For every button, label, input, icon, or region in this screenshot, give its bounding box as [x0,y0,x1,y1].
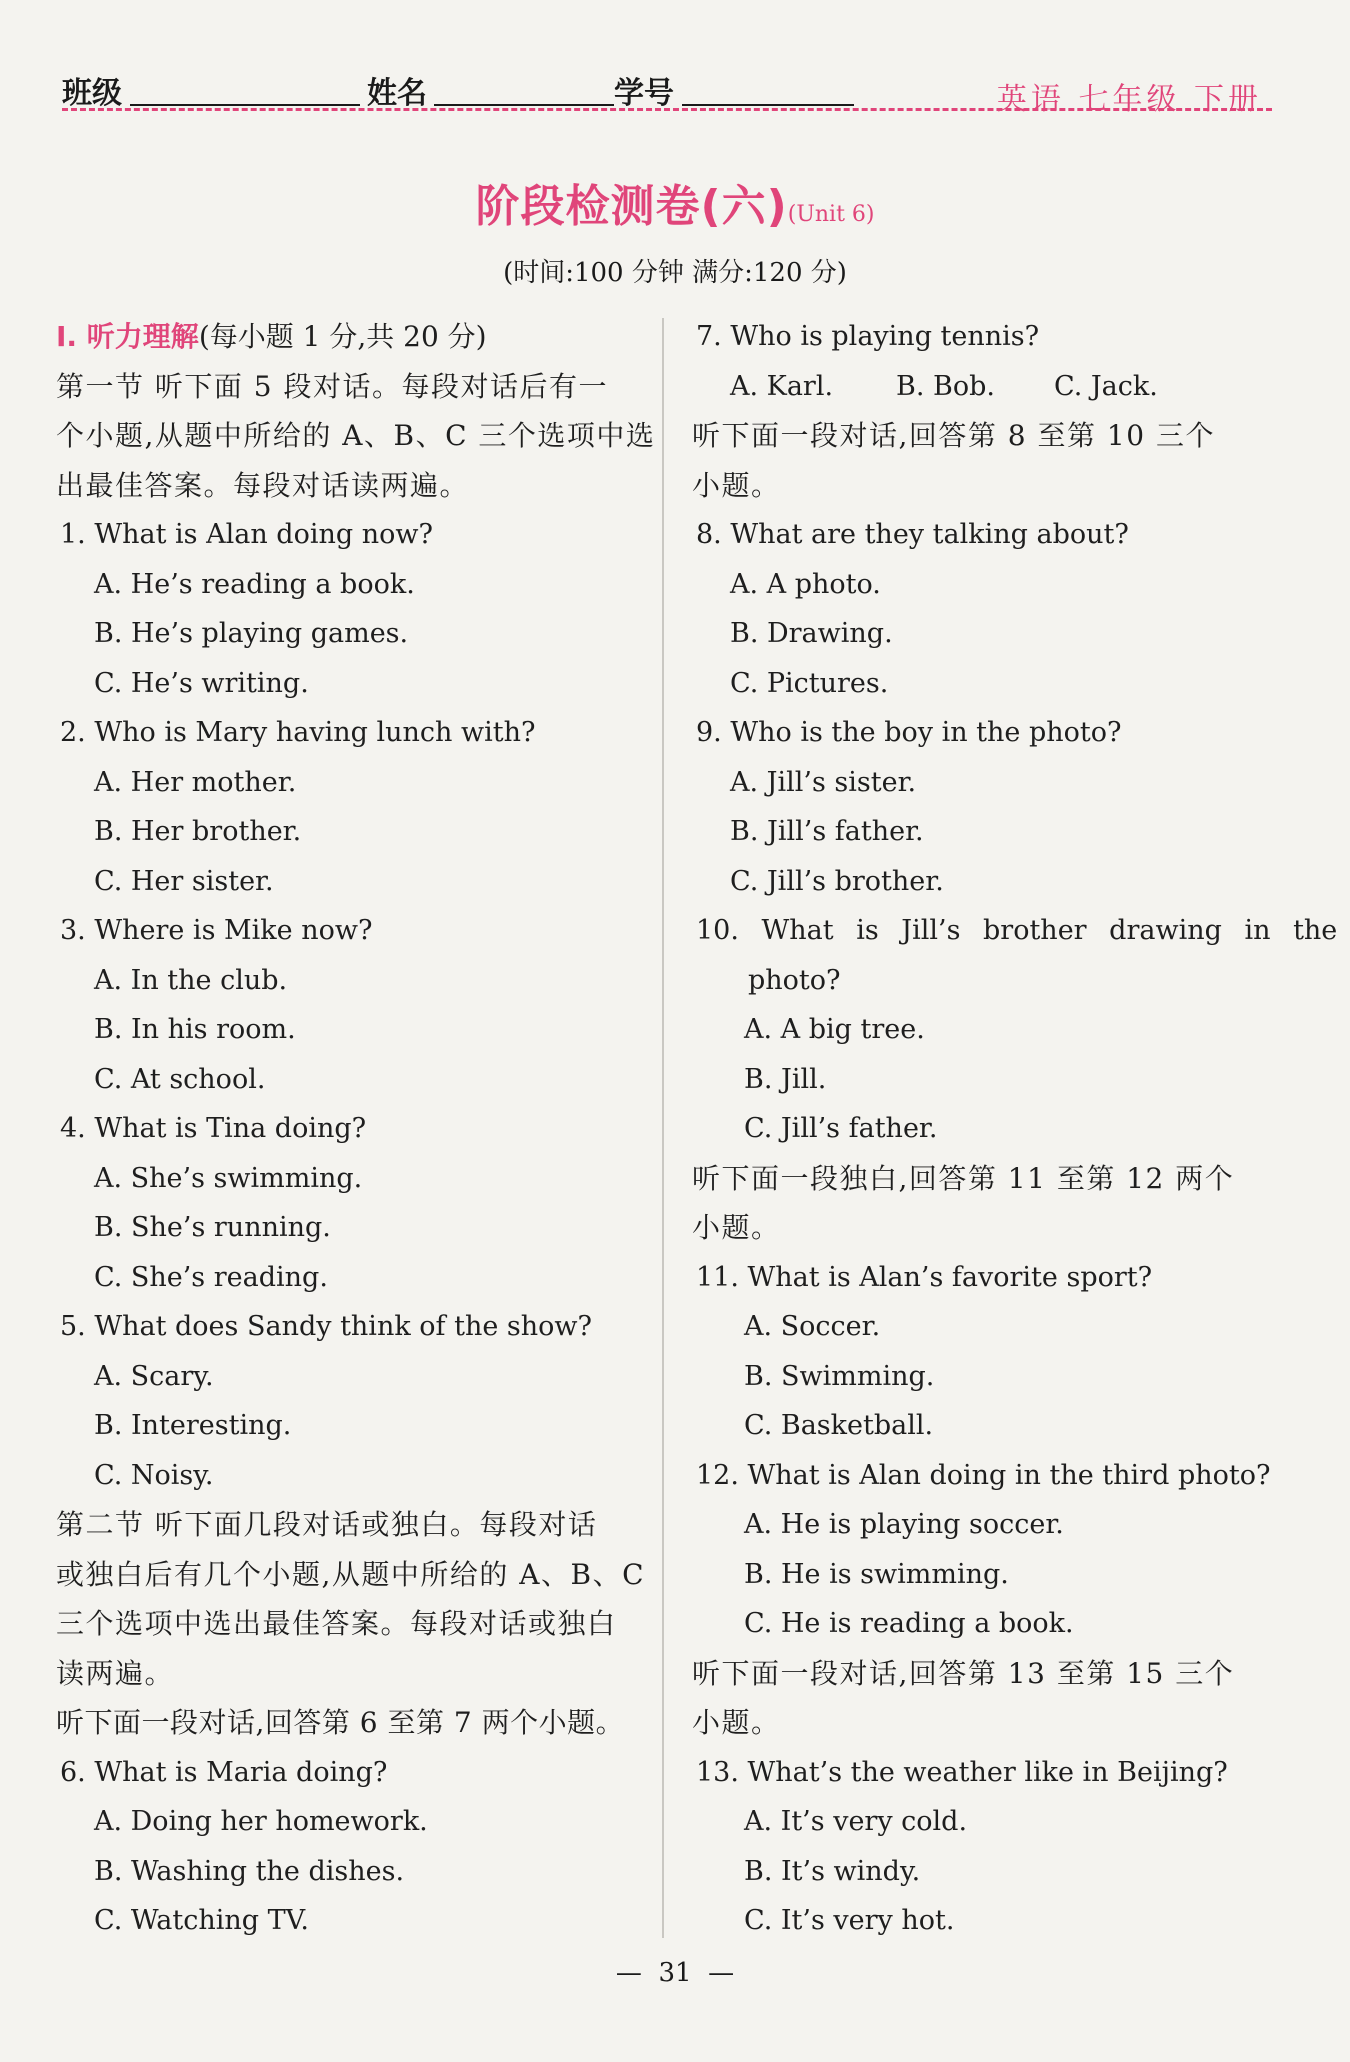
question-1: 1. What is Alan doing now? [60,519,433,550]
option: B. Her brother. [94,816,302,847]
name-label: 姓名 [367,76,427,111]
subject-label: 英语 七年级 下册 [996,82,1262,117]
number-blank [682,104,854,106]
option: A. Her mother. [94,766,297,798]
section-heading [56,312,646,362]
instruction-line: 三个选项中选出最佳答案。每段对话或独白 [56,1607,617,1640]
section-points: (每小题 1 分,共 20 分) [198,320,487,353]
instruction-line: 第二节 听下面几段对话或独白。每段对话 [56,1508,598,1541]
question-7: 7. Who is playing tennis? [696,321,1040,352]
class-label: 班级 [62,76,122,111]
option: A. She’s swimming. [94,1162,363,1194]
option: B. Swimming. [744,1360,935,1392]
question-6: 6. What is Maria doing? [60,1756,388,1788]
instruction-line: 听下面一段对话,回答第 8 至第 10 三个 [692,419,1215,452]
left-column [56,312,656,1946]
option-row [692,362,1282,412]
option: B. Drawing. [730,618,893,649]
page-number: 31 [658,1958,692,1988]
option: C. He’s writing. [94,667,309,699]
instruction-line: 听下面一段对话,回答第 6 至第 7 两个小题。 [56,1706,625,1739]
option: A. He’s reading a book. [94,568,415,600]
question-8: 8. What are they talking about? [696,519,1129,550]
option: A. It’s very cold. [744,1806,968,1837]
option: A. A big tree. [744,1014,925,1045]
option: C. Pictures. [730,667,889,699]
option: B. He’s playing games. [94,618,409,649]
footer-dash-right: — [691,1958,735,1988]
question-5: 5. What does Sandy think of the show? [60,1311,592,1342]
option: C. Her sister. [94,865,274,897]
instruction-line: 小题。 [692,1706,781,1739]
question-10: 10. What is Jill’s brother drawing in the [696,915,1338,946]
instruction-line: 或独白后有几个小题,从题中所给的 A、B、C [56,1557,646,1591]
option: A. He is playing soccer. [744,1509,1064,1540]
question-10-cont: photo? [748,964,841,996]
question-3: 3. Where is Mike now? [60,915,373,946]
option: C. Basketball. [744,1410,934,1441]
option: C. He is reading a book. [744,1608,1074,1639]
question-13: 13. What’s the weather like in Beijing? [696,1756,1228,1788]
title-main: 阶段检测卷(六) [475,181,788,232]
option: C. Jill’s father. [744,1113,938,1144]
instruction-line: 听下面一段对话,回答第 13 至第 15 三个 [692,1656,1235,1690]
option: B. She’s running. [94,1212,331,1243]
option: B. Bob. [896,370,995,402]
option: B. He is swimming. [744,1558,1009,1590]
option: A. Doing her homework. [94,1806,428,1837]
option: C. Noisy. [94,1459,214,1491]
instruction-line: 第一节 听下面 5 段对话。每段对话后有一 [56,369,609,403]
number-label: 学号 [614,76,674,111]
option: C. She’s reading. [94,1261,328,1293]
instruction-line: 小题。 [692,468,781,502]
exam-time-info: (时间:100 分钟 满分:120 分) [503,258,847,288]
instruction-line: 读两遍。 [56,1656,175,1690]
option: A. In the club. [94,964,288,996]
option: B. Jill’s father. [730,816,924,847]
option: A. Karl. [730,370,834,402]
option: C. Watching TV. [94,1905,309,1936]
option: A. Soccer. [744,1311,881,1342]
instruction-line: 个小题,从题中所给的 A、B、C 三个选项中选 [56,419,656,452]
instruction-line: 听下面一段独白,回答第 11 至第 12 两个 [692,1161,1235,1195]
question-11: 11. What is Alan’s favorite sport? [696,1261,1153,1293]
option: C. Jack. [1054,370,1158,402]
option: B. Interesting. [94,1410,292,1441]
option: C. Jill’s brother. [730,865,944,897]
footer-dash-left: — [615,1958,659,1988]
option: B. Washing the dishes. [94,1855,405,1887]
right-column [692,312,1338,1946]
option: A. A photo. [730,568,881,600]
exam-title [0,170,1350,234]
question-9: 9. Who is the boy in the photo? [696,717,1122,748]
section-label: Ⅰ. 听力理解 [56,320,199,353]
option: A. Scary. [94,1360,214,1392]
option: B. Jill. [744,1063,827,1095]
option: C. At school. [94,1063,266,1095]
question-12: 12. What is Alan doing in the third photo? [696,1459,1271,1491]
question-2: 2. Who is Mary having lunch with? [60,717,536,748]
instruction-line: 出最佳答案。每段对话读两遍。 [56,468,470,502]
class-blank [130,104,360,106]
question-4: 4. What is Tina doing? [60,1113,367,1144]
option: A. Jill’s sister. [730,766,917,798]
page-header [62,68,1272,117]
instruction-line: 小题。 [692,1211,781,1244]
page-footer [0,1958,1350,1988]
option: C. It’s very hot. [744,1905,955,1936]
title-unit: (Unit 6) [787,202,875,227]
option: B. It’s windy. [744,1855,921,1887]
column-divider [662,318,664,1938]
name-blank [434,104,614,106]
option: B. In his room. [94,1014,296,1045]
